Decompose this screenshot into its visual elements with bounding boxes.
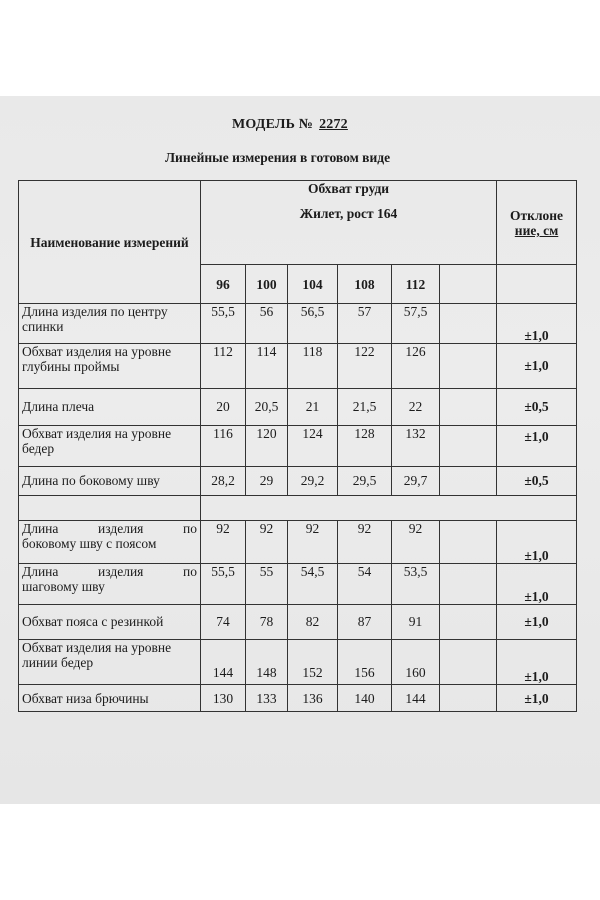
table-row bbox=[19, 304, 577, 343]
row-name: Обхват изделия на уровне глубины проймы bbox=[19, 343, 201, 388]
header-chest-girth: Обхват груди bbox=[307, 181, 390, 196]
table-row bbox=[19, 604, 577, 639]
row-name: Обхват пояса с резинкой bbox=[19, 604, 201, 639]
deviation-cell: ±1,0 bbox=[497, 685, 577, 712]
deviation-cell: ±1,0 bbox=[497, 563, 577, 604]
table-row bbox=[19, 467, 577, 496]
empty-cell bbox=[440, 425, 497, 466]
table-row bbox=[19, 685, 577, 712]
value-cell: 87 bbox=[338, 604, 392, 639]
empty-cell bbox=[19, 495, 201, 520]
empty-cell bbox=[440, 304, 497, 343]
value-cell: 55 bbox=[246, 563, 288, 604]
empty-cell bbox=[440, 265, 497, 304]
value-cell: 140 bbox=[338, 685, 392, 712]
table-row bbox=[19, 639, 577, 684]
value-cell: 91 bbox=[392, 604, 440, 639]
size-cell: 108 bbox=[338, 265, 392, 304]
empty-cell bbox=[440, 388, 497, 425]
separator-row bbox=[19, 495, 577, 520]
value-cell: 29 bbox=[246, 467, 288, 496]
value-cell: 78 bbox=[246, 604, 288, 639]
empty-cell bbox=[440, 343, 497, 388]
row-name: Обхват изделия на уровне бедер bbox=[19, 425, 201, 466]
value-cell: 130 bbox=[201, 685, 246, 712]
value-cell: 144 bbox=[201, 639, 246, 684]
row-name bbox=[19, 520, 201, 563]
value-cell: 133 bbox=[246, 685, 288, 712]
value-cell: 116 bbox=[201, 425, 246, 466]
value-cell: 56,5 bbox=[288, 304, 338, 343]
row-name-line-1: Длина изделия по bbox=[22, 520, 197, 536]
empty-cell bbox=[440, 520, 497, 563]
value-cell: 126 bbox=[392, 343, 440, 388]
value-cell: 92 bbox=[246, 520, 288, 563]
size-cell: 96 bbox=[201, 265, 246, 304]
value-cell: 82 bbox=[288, 604, 338, 639]
value-cell: 57 bbox=[338, 304, 392, 343]
model-number: 2272 bbox=[319, 117, 348, 132]
value-cell: 148 bbox=[246, 639, 288, 684]
document-subtitle: Линейные измерения в готовом виде bbox=[165, 150, 391, 165]
value-cell: 54,5 bbox=[288, 563, 338, 604]
table-row bbox=[19, 425, 577, 466]
value-cell: 29,5 bbox=[338, 467, 392, 496]
row-name: Длина изделия по центру спинки bbox=[19, 304, 201, 343]
row-name bbox=[19, 563, 201, 604]
value-cell: 136 bbox=[288, 685, 338, 712]
value-cell: 20,5 bbox=[246, 388, 288, 425]
row-name: Обхват низа брючины bbox=[19, 685, 201, 712]
value-cell: 114 bbox=[246, 343, 288, 388]
value-cell: 92 bbox=[338, 520, 392, 563]
value-cell: 144 bbox=[392, 685, 440, 712]
value-cell: 53,5 bbox=[392, 563, 440, 604]
value-cell: 54 bbox=[338, 563, 392, 604]
empty-cell bbox=[201, 495, 577, 520]
empty-cell bbox=[440, 604, 497, 639]
empty-cell bbox=[440, 467, 497, 496]
empty-cell bbox=[440, 563, 497, 604]
value-cell: 74 bbox=[201, 604, 246, 639]
deviation-cell: ±1,0 bbox=[497, 343, 577, 388]
model-title bbox=[232, 117, 348, 133]
value-cell: 55,5 bbox=[201, 563, 246, 604]
table-row bbox=[19, 563, 577, 604]
deviation-cell: ±1,0 bbox=[497, 639, 577, 684]
header-vest-height: Жилет, рост 164 bbox=[299, 206, 398, 221]
deviation-cell: ±1,0 bbox=[497, 425, 577, 466]
deviation-cell: ±0,5 bbox=[497, 467, 577, 496]
model-label: МОДЕЛЬ № bbox=[232, 117, 314, 132]
header-deviation bbox=[497, 181, 577, 265]
value-cell: 112 bbox=[201, 343, 246, 388]
row-name: Обхват изделия на уровне линии бедер bbox=[19, 639, 201, 684]
value-cell: 28,2 bbox=[201, 467, 246, 496]
value-cell: 122 bbox=[338, 343, 392, 388]
value-cell: 29,2 bbox=[288, 467, 338, 496]
value-cell: 21,5 bbox=[338, 388, 392, 425]
empty-cell bbox=[440, 639, 497, 684]
row-name-line-2: боковому шву с поясом bbox=[22, 535, 157, 551]
value-cell: 92 bbox=[392, 520, 440, 563]
value-cell: 128 bbox=[338, 425, 392, 466]
header-deviation-line-1: Отклоне bbox=[510, 207, 564, 223]
size-cell: 100 bbox=[246, 265, 288, 304]
empty-cell bbox=[440, 685, 497, 712]
row-name-line-2: шаговому шву bbox=[22, 578, 105, 594]
measurements-table bbox=[18, 180, 577, 712]
value-cell: 21 bbox=[288, 388, 338, 425]
header-chest-group bbox=[201, 181, 497, 265]
value-cell: 22 bbox=[392, 388, 440, 425]
table-row bbox=[19, 520, 577, 563]
table-row bbox=[19, 388, 577, 425]
row-name: Длина по боковому шву bbox=[19, 467, 201, 496]
deviation-cell: ±0,5 bbox=[497, 388, 577, 425]
deviation-cell: ±1,0 bbox=[497, 604, 577, 639]
value-cell: 160 bbox=[392, 639, 440, 684]
value-cell: 55,5 bbox=[201, 304, 246, 343]
deviation-cell: ±1,0 bbox=[497, 304, 577, 343]
value-cell: 56 bbox=[246, 304, 288, 343]
value-cell: 118 bbox=[288, 343, 338, 388]
empty-cell bbox=[497, 265, 577, 304]
table-row bbox=[19, 343, 577, 388]
size-cell: 104 bbox=[288, 265, 338, 304]
value-cell: 29,7 bbox=[392, 467, 440, 496]
value-cell: 120 bbox=[246, 425, 288, 466]
row-name-line-1: Длина изделия по bbox=[22, 563, 197, 579]
deviation-cell: ±1,0 bbox=[497, 520, 577, 563]
value-cell: 132 bbox=[392, 425, 440, 466]
value-cell: 156 bbox=[338, 639, 392, 684]
header-measurement-name: Наименование измерений bbox=[19, 181, 201, 304]
value-cell: 152 bbox=[288, 639, 338, 684]
value-cell: 124 bbox=[288, 425, 338, 466]
value-cell: 20 bbox=[201, 388, 246, 425]
row-name: Длина плеча bbox=[19, 388, 201, 425]
value-cell: 92 bbox=[288, 520, 338, 563]
header-deviation-line-2: ние, см bbox=[514, 222, 559, 238]
size-cell: 112 bbox=[392, 265, 440, 304]
value-cell: 57,5 bbox=[392, 304, 440, 343]
value-cell: 92 bbox=[201, 520, 246, 563]
